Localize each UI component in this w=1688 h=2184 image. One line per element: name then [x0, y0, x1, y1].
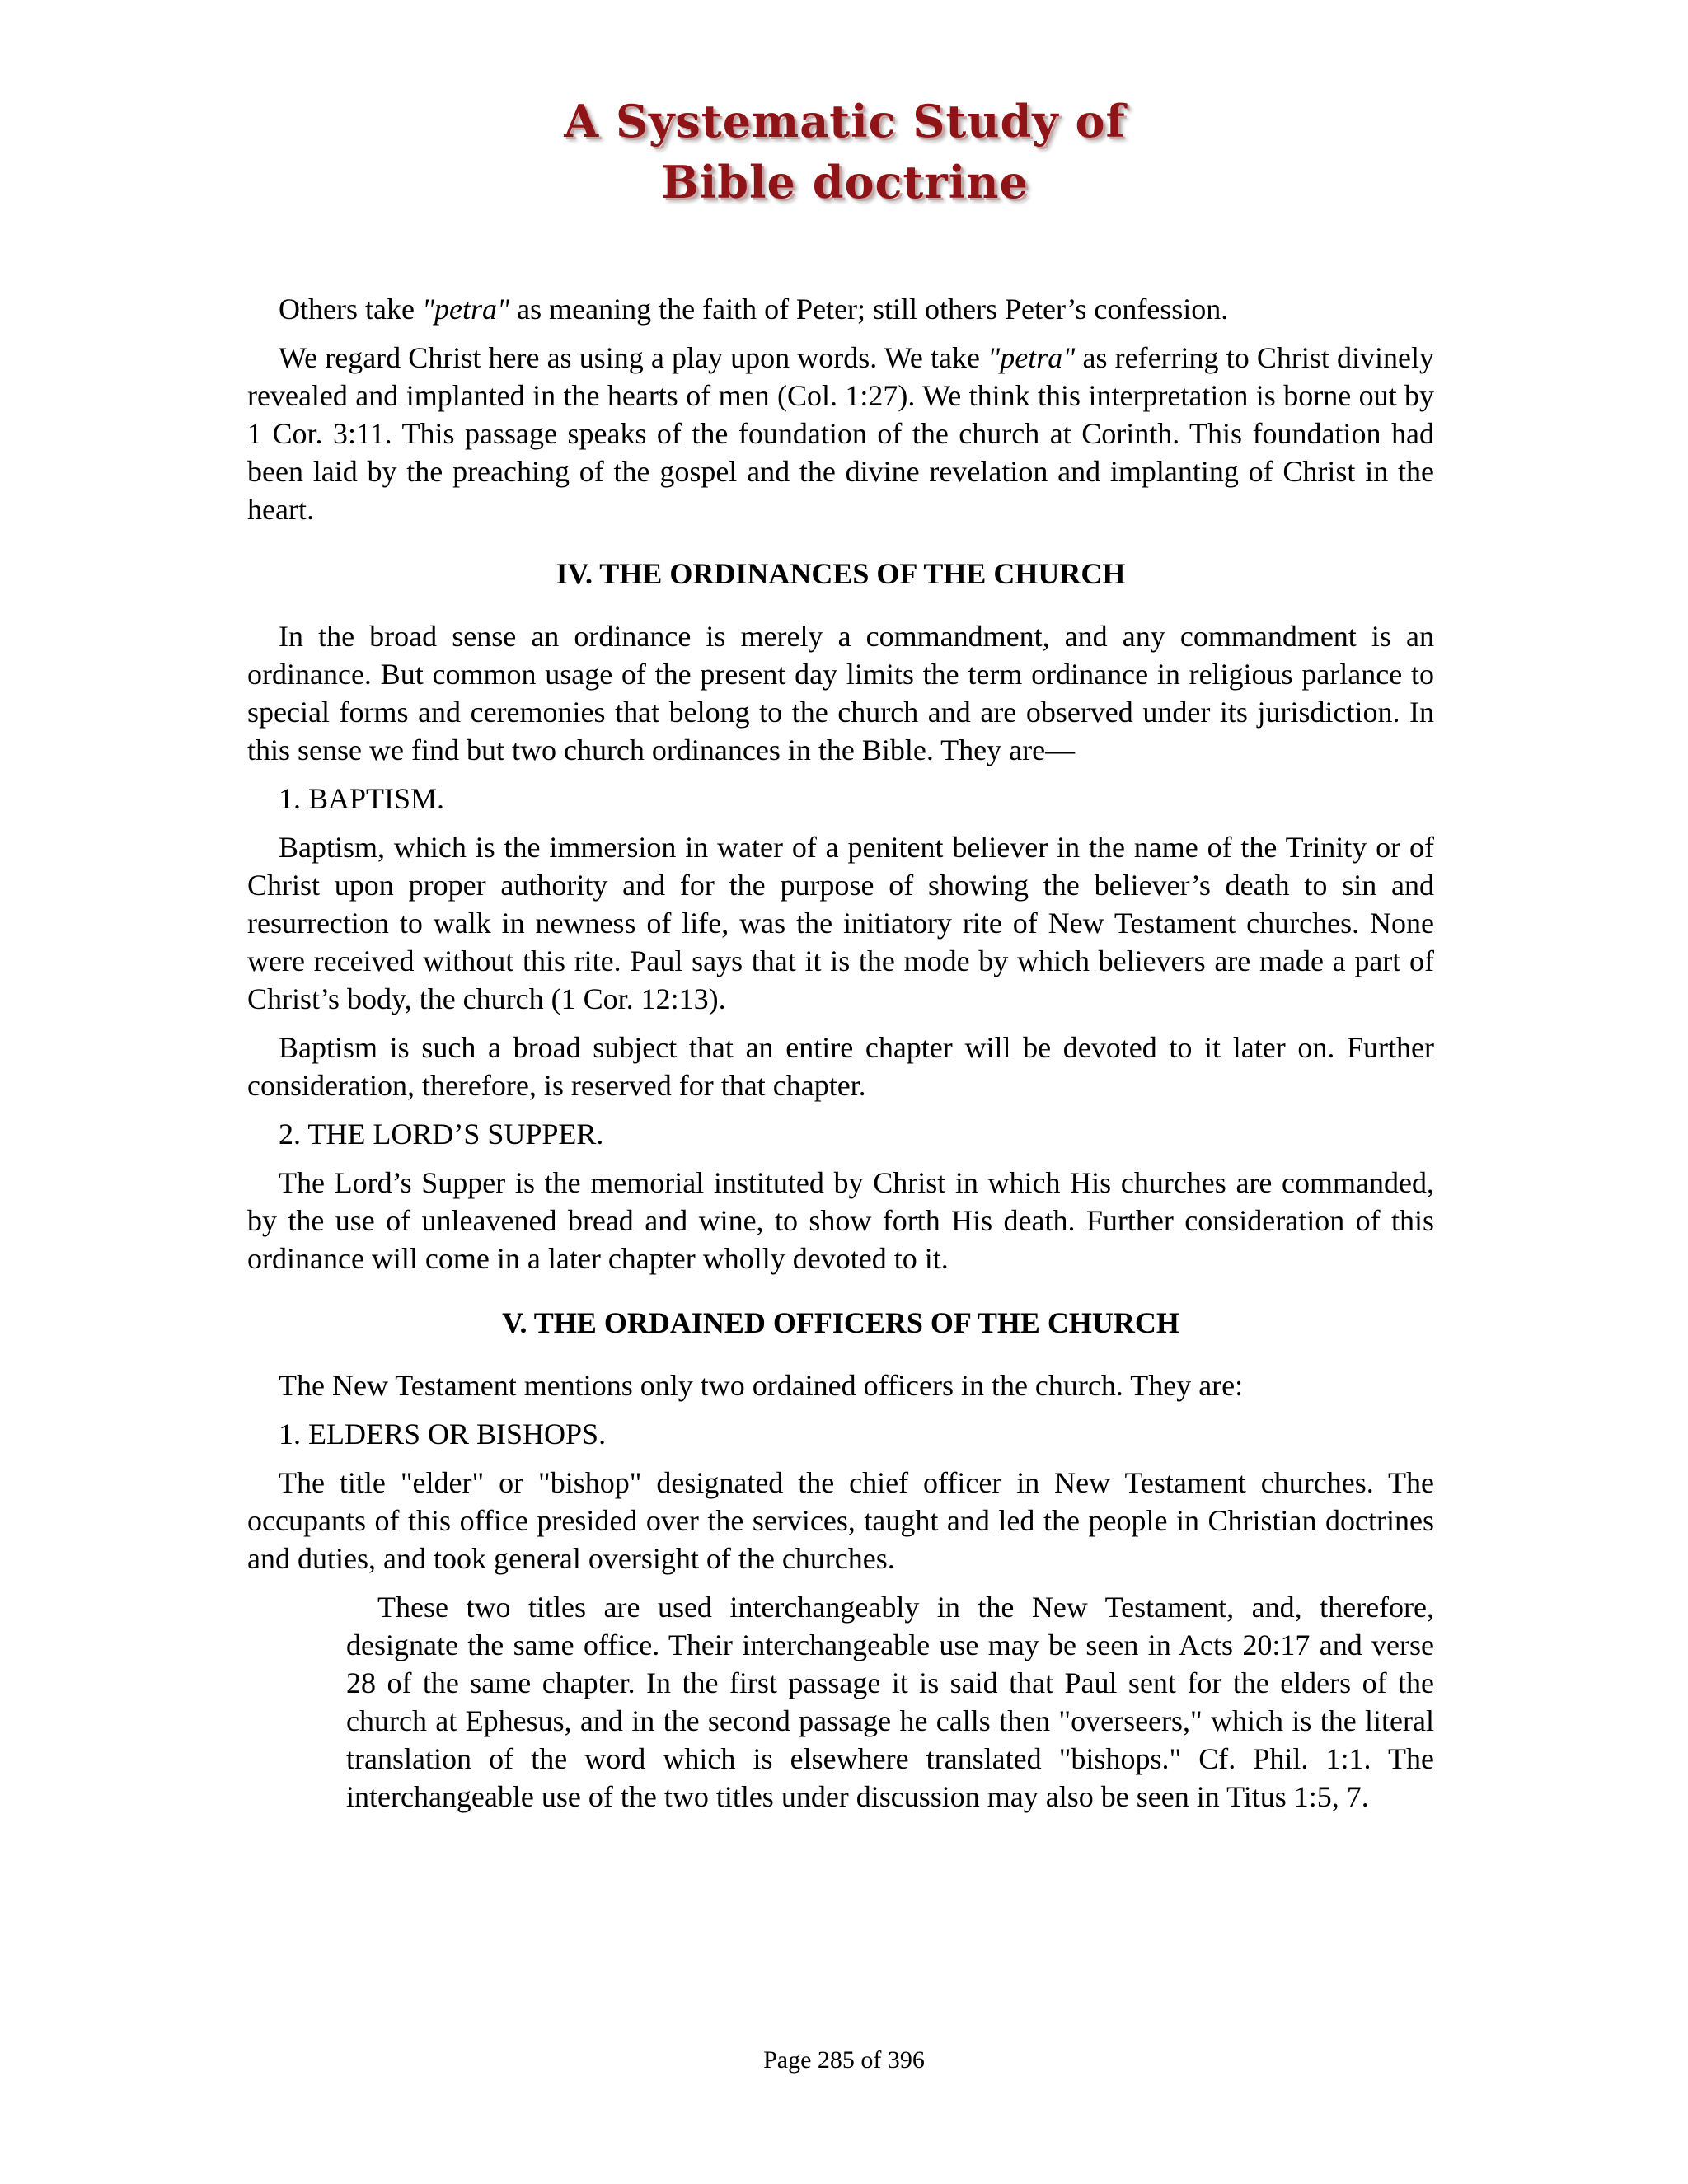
book-title-logo	[462, 91, 1228, 214]
paragraph-lords-supper: The Lord’s Supper is the memorial instituted by Christ in which His churches are commanded, by the use of unleavened bread and wine, to show forth His death. Further consideration of this ordinance will come in a later chapter wholly devoted to it.	[247, 1166, 1434, 1275]
paragraph-play-upon-words	[247, 339, 1434, 528]
text-run: as referring to Christ divinely revealed and implanted in the hearts of men (Col. 1:27). We think this interpretation is borne out by 1 Cor. 3:11. This passage speaks of the foundation of the church at Corinth. This foundation had been laid by the preaching of the gospel and the divine revelation and implanting of Christ in the heart.	[247, 341, 1434, 526]
logo-line-1: A Systematic Study of	[564, 95, 1126, 148]
paragraph-elder-title: The title "elder" or "bishop" designated the chief officer in New Testament churches. The occupants of this office presided over the services, taught and led the people in Christian doctrines and duties, and took general oversight of the churches.	[247, 1466, 1434, 1575]
text-run: We regard Christ here as using a play upon words. We take	[279, 341, 988, 374]
paragraph-ordinance-definition: In the broad sense an ordinance is merely a commandment, and any commandment is an ordinance. But common usage of the present day limits the term ordinance in religious parlance to special forms and ceremonies that belong to the church and are observed under its jurisdiction. In this sense we find but two church ordinances in the Bible. They are—	[247, 620, 1434, 766]
section-heading-ordinances: IV. THE ORDINANCES OF THE CHURCH	[556, 557, 1126, 590]
page-content	[247, 290, 1434, 1826]
text-run: as meaning the faith of Peter; still others Peter’s confession.	[509, 293, 1229, 326]
section-heading-officers: V. THE ORDAINED OFFICERS OF THE CHURCH	[502, 1306, 1179, 1339]
page-number: Page 285 of 396	[763, 2046, 925, 2074]
subheading-baptism: 1. BAPTISM.	[279, 782, 445, 815]
paragraph-baptism-later-chapter: Baptism is such a broad subject that an entire chapter will be devoted to it later on. Further consideration, therefore, is reserved for that chapter.	[247, 1031, 1434, 1102]
subheading-elders-bishops: 1. ELDERS OR BISHOPS.	[279, 1418, 607, 1451]
paragraph-petra-faith	[247, 290, 1434, 328]
text-run: Others take	[279, 293, 422, 326]
logo-line-2: Bible doctrine	[661, 156, 1029, 209]
paragraph-interchangeable-titles: These two titles are used interchangeably in the New Testament, and, therefore, designate the same office. Their interchangeable use may be seen in Acts 20:17 and verse 28 of the same chapter. In the first passage it is said that Paul sent for the elders of the church at Ephesus, and in the second passage he calls then "overseers," which is the literal translation of the word which is elsewhere translated "bishops." Cf. Phil. 1:1. The interchangeable use of the two titles under discussion may also be seen in Titus 1:5, 7.	[346, 1591, 1434, 1813]
paragraph-two-officers: The New Testament mentions only two ordained officers in the church. They are:	[279, 1369, 1244, 1402]
term-petra: "petra"	[987, 341, 1076, 374]
indented-note-block	[346, 1588, 1434, 1816]
subheading-lords-supper: 2. THE LORD’S SUPPER.	[279, 1118, 604, 1151]
paragraph-baptism-definition: Baptism, which is the immersion in water of a penitent believer in the name of the Trinity or of Christ upon proper authority and for the purpose of showing the believer’s death to sin and resurrection to walk in newness of life, was the initiatory rite of New Testament churches. None were received without this rite. Paul says that it is the mode by which believers are made a part of Christ’s body, the church (1 Cor. 12:13).	[247, 831, 1434, 1015]
term-petra: "petra"	[421, 293, 510, 326]
